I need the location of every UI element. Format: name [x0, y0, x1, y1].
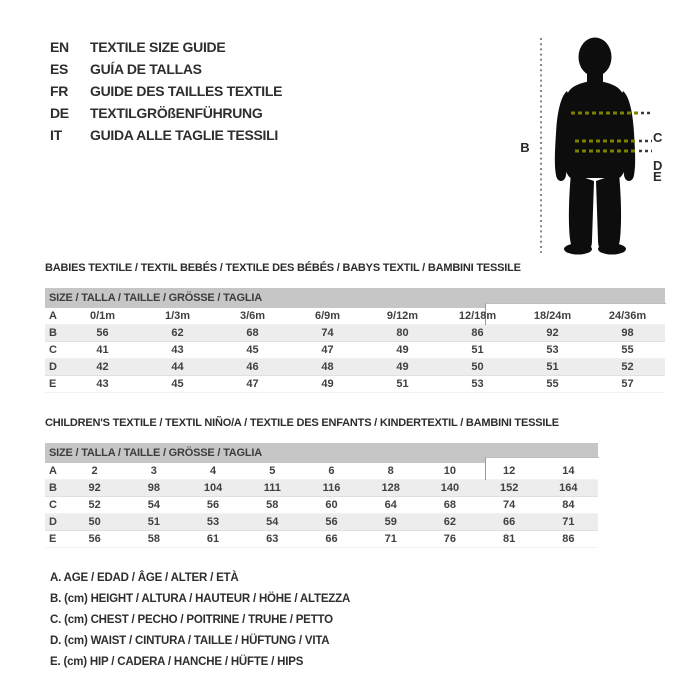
- table-row: [45, 359, 665, 376]
- babies-table-title: BABIES TEXTILE / TEXTIL BEBÉS / TEXTILE DES BÉBÉS / BABYS TEXTIL / BAMBINI TESSILE: [45, 262, 521, 274]
- table-cell: 3/6m: [239, 310, 266, 322]
- language-label: GUIDE DES TAILLES TEXTILE: [90, 83, 283, 99]
- table-cell: 45: [246, 344, 259, 356]
- toddler-silhouette: [555, 38, 635, 255]
- table-cell: 74: [321, 327, 334, 339]
- row-label: E: [49, 533, 57, 545]
- table-row: [45, 514, 598, 531]
- children-table-body: [45, 463, 598, 548]
- waist-label: D: [653, 158, 663, 173]
- language-code: IT: [50, 127, 62, 143]
- row-label: E: [49, 378, 57, 390]
- table-cell: 47: [246, 378, 259, 390]
- table-cell: 64: [384, 499, 397, 511]
- size-table-babies: [45, 262, 665, 397]
- row-label: B: [49, 482, 57, 494]
- language-row: [50, 36, 282, 58]
- table-cell: 5: [269, 465, 276, 477]
- row-label: B: [49, 327, 57, 339]
- table-cell: 71: [384, 533, 397, 545]
- table-cell: 12: [503, 465, 516, 477]
- table-cell: 6/9m: [314, 310, 341, 322]
- table-cell: 12/18m: [458, 310, 497, 322]
- table-cell: 43: [96, 378, 109, 390]
- legend-line: C. (cm) CHEST / PECHO / POITRINE / TRUHE / PETTO: [50, 614, 333, 626]
- table-cell: 86: [471, 327, 484, 339]
- table-row: [45, 325, 665, 342]
- table-cell: 10: [443, 465, 457, 477]
- table-cell: 104: [203, 482, 223, 494]
- hip-label: E: [653, 169, 662, 184]
- table-cell: 92: [88, 482, 101, 494]
- table-cell: 14: [562, 465, 575, 477]
- table-cell: 50: [88, 516, 101, 528]
- measurement-legend: [50, 568, 350, 673]
- table-cell: 43: [171, 344, 184, 356]
- table-cell: 6: [328, 465, 335, 477]
- language-code: ES: [50, 61, 69, 77]
- table-cell: 46: [246, 361, 259, 373]
- table-cell: 76: [443, 533, 457, 545]
- table-row: [45, 480, 598, 497]
- table-cell: 45: [171, 378, 184, 390]
- height-label: B: [520, 140, 530, 155]
- language-label: TEXTILGRÖßENFÜHRUNG: [90, 105, 263, 121]
- table-cell: 59: [384, 516, 397, 528]
- table-cell: 86: [562, 533, 575, 545]
- table-cell: 49: [396, 361, 409, 373]
- language-label: GUÍA DE TALLAS: [90, 61, 202, 77]
- table-cell: 62: [171, 327, 184, 339]
- table-cell: 52: [88, 499, 101, 511]
- table-cell: 80: [396, 327, 409, 339]
- row-label: D: [49, 361, 57, 373]
- table-cell: 57: [621, 378, 634, 390]
- table-cell: 51: [546, 361, 559, 373]
- table-cell: 49: [321, 378, 334, 390]
- table-cell: 58: [266, 499, 279, 511]
- table-cell: 53: [546, 344, 559, 356]
- table-row: [45, 342, 665, 359]
- language-code: DE: [50, 105, 69, 121]
- table-cell: 81: [503, 533, 516, 545]
- children-table-title: CHILDREN'S TEXTILE / TEXTIL NIÑO/A / TEXTILE DES ENFANTS / KINDERTEXTIL / BAMBINI TESSILE: [45, 417, 559, 429]
- table-cell: 68: [246, 327, 259, 339]
- row-label: A: [49, 310, 57, 322]
- table-cell: 53: [206, 516, 220, 528]
- measurement-figure: [515, 25, 695, 265]
- table-cell: 62: [443, 516, 457, 528]
- table-cell: 84: [562, 499, 575, 511]
- table-cell: 74: [503, 499, 516, 511]
- table-cell: 111: [263, 482, 281, 494]
- table-cell: 0/1m: [89, 310, 116, 322]
- table-cell: 140: [440, 482, 460, 494]
- babies-table-size-header: SIZE / TALLA / TAILLE / GRÖSSE / TAGLIA: [45, 288, 665, 308]
- table-cell: 98: [621, 327, 634, 339]
- table-cell: 128: [381, 482, 400, 494]
- row-label: C: [49, 344, 57, 356]
- legend-line: B. (cm) HEIGHT / ALTURA / HAUTEUR / HÖHE / ALTEZZA: [50, 593, 351, 605]
- babies-table-body: [45, 308, 665, 393]
- table-cell: 3: [150, 465, 157, 477]
- table-cell: 24/36m: [608, 310, 647, 322]
- legend-line: D. (cm) WAIST / CINTURA / TAILLE / HÜFTUNG / VITA: [50, 635, 330, 647]
- size-table-children: [45, 417, 598, 552]
- language-row: [50, 102, 282, 124]
- table-cell: 44: [171, 361, 184, 373]
- table-cell: 51: [471, 344, 484, 356]
- table-cell: 60: [325, 499, 338, 511]
- table-cell: 63: [266, 533, 279, 545]
- table-cell: 49: [396, 344, 409, 356]
- table-cell: 116: [322, 482, 341, 494]
- table-cell: 55: [621, 344, 634, 356]
- table-cell: 71: [562, 516, 575, 528]
- table-cell: 51: [396, 378, 409, 390]
- language-code: EN: [50, 39, 69, 55]
- table-cell: 8: [387, 465, 394, 477]
- table-cell: 66: [503, 516, 516, 528]
- table-cell: 2: [91, 465, 98, 477]
- table-cell: 42: [96, 361, 109, 373]
- table-cell: 164: [559, 482, 578, 494]
- table-row: [45, 531, 598, 548]
- table-cell: 18/24m: [533, 310, 572, 322]
- table-cell: 47: [321, 344, 334, 356]
- chest-label: C: [653, 130, 663, 145]
- row-label: D: [49, 516, 57, 528]
- table-row: [45, 463, 598, 480]
- table-row: [45, 497, 598, 514]
- toddler-silhouette-graphic: [515, 25, 695, 265]
- row-label: A: [49, 465, 57, 477]
- table-cell: 51: [147, 516, 160, 528]
- table-cell: 152: [499, 482, 519, 494]
- table-cell: 56: [325, 516, 338, 528]
- table-cell: 9/12m: [386, 310, 419, 322]
- language-label: TEXTILE SIZE GUIDE: [90, 39, 226, 55]
- table-cell: 56: [88, 533, 101, 545]
- table-cell: 4: [209, 465, 217, 477]
- legend-line: A. AGE / EDAD / ÂGE / ALTER / ETÀ: [50, 572, 239, 584]
- table-cell: 61: [206, 533, 220, 545]
- table-row: [45, 308, 665, 325]
- language-list: [50, 36, 282, 146]
- language-label: GUIDA ALLE TAGLIE TESSILI: [90, 127, 278, 143]
- table-row: [45, 376, 665, 393]
- row-label: C: [49, 499, 57, 511]
- table-cell: 41: [96, 344, 109, 356]
- table-cell: 50: [471, 361, 484, 373]
- table-cell: 98: [147, 482, 160, 494]
- table-cell: 52: [621, 361, 634, 373]
- table-cell: 58: [147, 533, 160, 545]
- language-row: [50, 80, 282, 102]
- table-cell: 54: [147, 499, 160, 511]
- table-cell: 55: [546, 378, 559, 390]
- table-cell: 92: [546, 327, 559, 339]
- language-row: [50, 124, 282, 146]
- language-code: FR: [50, 83, 69, 99]
- table-cell: 56: [206, 499, 220, 511]
- table-cell: 53: [471, 378, 484, 390]
- table-cell: 66: [325, 533, 338, 545]
- legend-line: E. (cm) HIP / CADERA / HANCHE / HÜFTE / HIPS: [50, 656, 304, 668]
- table-cell: 68: [443, 499, 457, 511]
- language-row: [50, 58, 282, 80]
- table-cell: 48: [321, 361, 334, 373]
- table-cell: 1/3m: [164, 310, 191, 322]
- table-cell: 54: [266, 516, 279, 528]
- table-cell: 56: [96, 327, 109, 339]
- children-table-size-header: SIZE / TALLA / TAILLE / GRÖSSE / TAGLIA: [45, 443, 598, 463]
